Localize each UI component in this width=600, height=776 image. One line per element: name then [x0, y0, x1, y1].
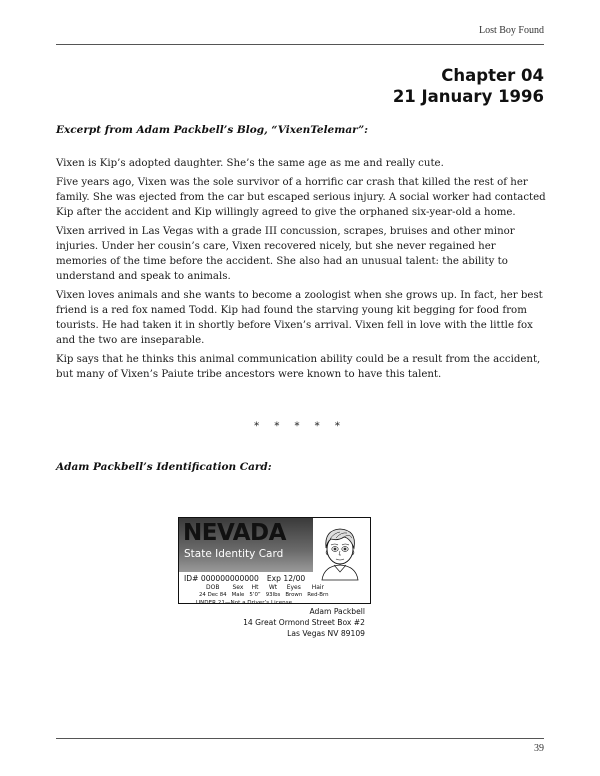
excerpt-heading: Excerpt from Adam Packbell’s Blog, “VixenTelemar”: [56, 124, 368, 136]
card-field-weight [266, 585, 281, 598]
card-address [243, 606, 365, 639]
identification-card [178, 517, 371, 638]
card-field-value: Red-Brn [307, 591, 329, 598]
paragraph: Vixen is Kip’s adopted daughter. She’s the same age as me and really cute. [56, 158, 444, 169]
card-expiry: Exp 12/00 [266, 574, 306, 583]
card-field-value: 93lbs [265, 591, 281, 598]
card-id-number: ID# 000000000000 [184, 574, 259, 583]
card-field-value: Brown [285, 591, 303, 598]
card-field-label: Hair [311, 584, 325, 591]
card-notice: UNDER 21—Not a Driver’s License [196, 600, 293, 606]
paragraph: Vixen arrived in Las Vegas with a grade III concussion, scrapes, bruises and other minor injuries. Under her cousin’s care, Vixen recovered nicely, but she never regained her memories of the time before the accident. She also had an unusual talent: the ability to understand and speak to animals. [56, 226, 515, 282]
card-holder-name: Adam Packbell [309, 607, 365, 616]
id-card-heading: Adam Packbell’s Identification Card: [56, 461, 272, 473]
paragraph: Kip says that he thinks this animal communication ability could be a result from the accident, but many of Vixen’s Paiute tribe ancestors were known to have this talent. [56, 354, 541, 380]
card-field-label: Eyes [286, 584, 301, 591]
card-id-line [184, 574, 305, 583]
header-rule [56, 44, 544, 45]
card-state-title: NEVADA [183, 520, 286, 546]
card-field-label: Wt [268, 584, 278, 591]
card-field-value: 24 Dec 84 [199, 591, 227, 598]
footer-rule [56, 738, 544, 739]
card-city: Las Vegas NV 89109 [287, 629, 365, 638]
card-field-value: Male [231, 591, 245, 598]
card-street: 14 Great Ormond Street Box #2 [243, 618, 365, 627]
card-field-label: DOB [206, 584, 220, 591]
card-field-value: 5’0” [249, 591, 261, 598]
card-field-eyes [285, 585, 302, 598]
running-header: Lost Boy Found [478, 25, 544, 36]
card-field-sex [232, 585, 245, 598]
chapter-number: Chapter 04 [441, 66, 544, 85]
card-field-label: Sex [232, 584, 244, 591]
portrait-illustration [314, 522, 366, 580]
card-field-dob [199, 585, 227, 598]
card-fields [199, 585, 333, 598]
card-subtitle: State Identity Card [184, 548, 284, 560]
page-number: 39 [534, 743, 544, 754]
chapter-date: 21 January 1996 [392, 87, 544, 106]
paragraph: Vixen loves animals and she wants to become a zoologist when she grows up. In fact, her best friend is a red fox named Todd. Kip had found the starving young kit begging for food from tourists. He had taken it in shortly before Vixen’s arrival. Vixen fell in love with the little fox and the two are inseparable. [56, 290, 543, 346]
section-separator: * * * * * [254, 421, 346, 432]
card-field-height [249, 585, 260, 598]
paragraph: Five years ago, Vixen was the sole survivor of a horrific car crash that killed the rest of her family. She was ejected from the car but escaped serious injury. A social worker had contacted Kip after the accident and Kip willingly agreed to give the orphaned six-year-old a home. [56, 177, 546, 218]
blog-excerpt [56, 156, 546, 386]
card-field-label: Ht [251, 584, 259, 591]
chapter-heading [393, 65, 544, 107]
card-field-hair [307, 585, 328, 598]
